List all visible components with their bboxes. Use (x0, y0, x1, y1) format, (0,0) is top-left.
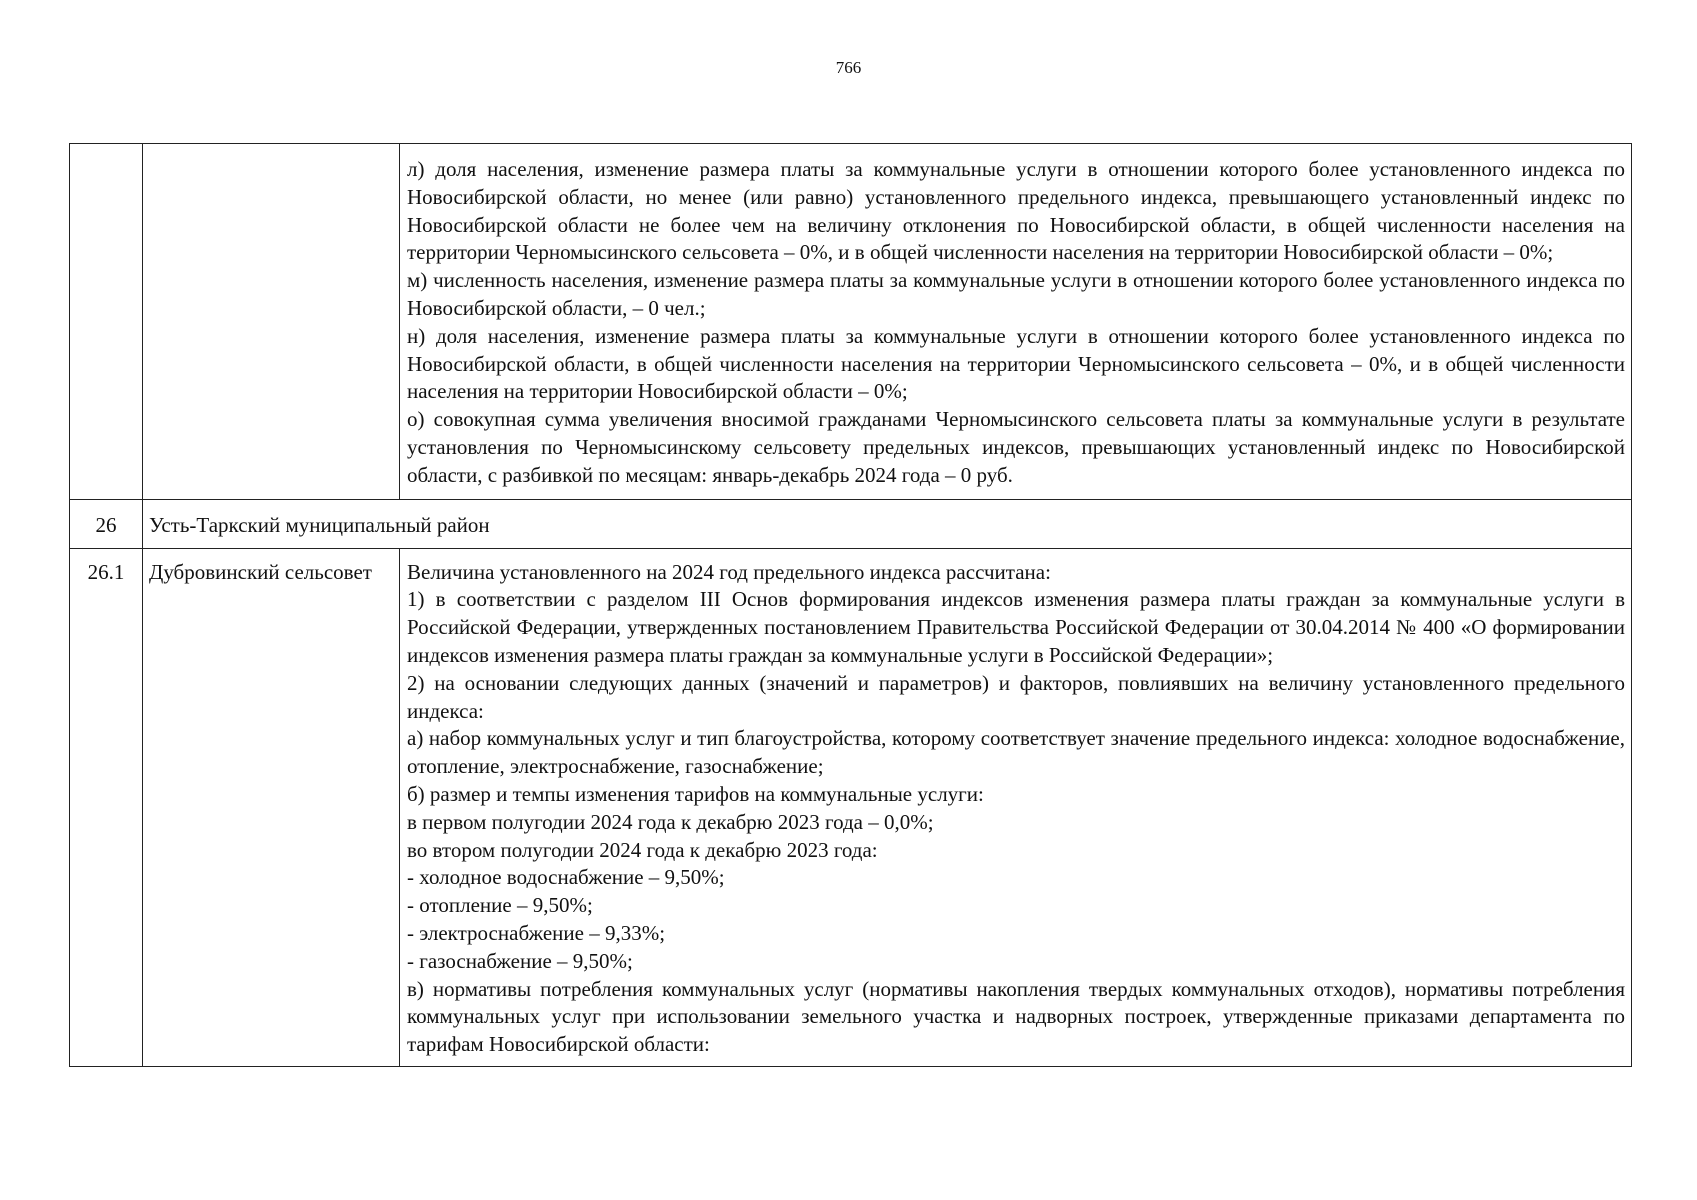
paragraph-1: 1) в соответствии с разделом III Основ формирования индексов изменения размера платы граждан за коммунальные услуги в Российской Федерации, утвержденных постановлением Правительства Российской Федерации от 30.04.2014 № 400 «О формировании индексов изменения размера платы граждан за коммунальные услуги в Российской Федерации»; (407, 587, 1625, 667)
tariff-second-half: во втором полугодии 2024 года к декабрю 2023 года: (407, 837, 878, 862)
page-number: 766 (835, 58, 862, 77)
row-number-cell: 26.1 (70, 548, 143, 1066)
table-row-continuation (70, 144, 1632, 500)
paragraph-n: н) доля населения, изменение размера платы за коммунальные услуги в отношении которого более установленного индекса по Новосибирской области, в общей численности населения на территории Черномысинского сельсовета – 0%, и в общей численности населения на территории Новосибирской области – 0%; (407, 323, 1625, 404)
paragraph-l: л) доля населения, изменение размера платы за коммунальные услуги в отношении которого более установленного индекса по Новосибирской области, но менее (или равно) установленного предельного индекса, превышающего установленный индекс по Новосибирской области не более чем на величину отклонения по Новосибирской области, в общей численности населения на территории Черномысинского сельсовета – 0%, и в общей численности населения на территории Новосибирской области – 0%; (407, 157, 1625, 265)
district-title-cell: Усть-Таркский муниципальный район (143, 499, 1632, 548)
paragraph-o: о) совокупная сумма увеличения вносимой гражданами Черномысинского сельсовета платы за коммунальные услуги в результате установления по Черномысинскому сельсовету предельных индексов, превышающих установленный индекс по Новосибирской области, с разбивкой по месяцам: январь-декабрь 2024 года – 0 руб. (407, 407, 1625, 487)
municipality-cell: Дубровинский сельсовет (143, 548, 400, 1066)
description-cell (400, 144, 1632, 500)
tariff-electricity: - электроснабжение – 9,33%; (407, 920, 666, 945)
tariff-index-table (69, 143, 1632, 1067)
paragraph-a: а) набор коммунальных услуг и тип благоустройства, которому соответствует значение предельного индекса: холодное водоснабжение, отопление, электроснабжение, газоснабжение; (407, 726, 1625, 779)
tariff-cold-water: - холодное водоснабжение – 9,50%; (407, 865, 725, 890)
tariff-heating: - отопление – 9,50%; (407, 893, 593, 918)
paragraph-2: 2) на основании следующих данных (значений и параметров) и факторов, повлиявших на величину установленного предельного индекса: (407, 670, 1625, 723)
table-row-settlement (70, 548, 1632, 1066)
paragraph-intro: Величина установленного на 2024 год предельного индекса рассчитана: (407, 559, 1051, 584)
paragraph-m: м) численность населения, изменение размера платы за коммунальные услуги в отношении которого более установленного индекса по Новосибирской области, – 0 чел.; (407, 268, 1625, 320)
row-number-cell: 26 (70, 499, 143, 548)
description-cell (400, 548, 1632, 1066)
row-number-cell (70, 144, 143, 500)
municipality-cell (143, 144, 400, 500)
paragraph-b: б) размер и темпы изменения тарифов на коммунальные услуги: (407, 781, 984, 806)
table-row-district (70, 499, 1632, 548)
tariff-gas: - газоснабжение – 9,50%; (407, 948, 633, 973)
tariff-first-half: в первом полугодии 2024 года к декабрю 2023 года – 0,0%; (407, 809, 934, 834)
paragraph-v: в) нормативы потребления коммунальных услуг (нормативы накопления твердых коммунальных отходов), нормативы потребления коммунальных услуг при использовании земельного участка и надворных построек, утвержденные приказами департамента по тарифам Новосибирской области: (407, 976, 1625, 1057)
